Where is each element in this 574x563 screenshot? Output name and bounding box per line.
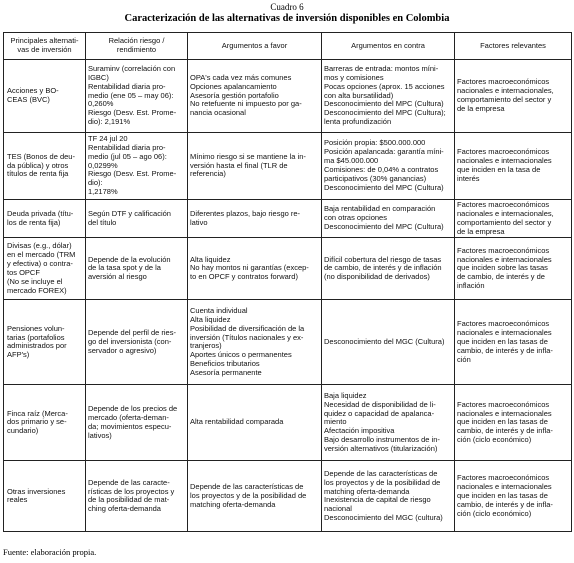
cell-text-line: servador o agresivo)	[88, 345, 157, 355]
cell-alternative	[4, 300, 86, 385]
cell-text-line: Diferentes plazos, bajo riesgo re-	[190, 208, 301, 218]
cell-cons	[322, 200, 455, 238]
cell-text-line: versión alternativos (titularización)	[324, 443, 438, 453]
cell-text-line: 0,0299%	[88, 160, 118, 170]
cell-text-line: quidez o capacidad de apalanca-	[324, 408, 435, 418]
cell-text-line: go del inversionista (con-	[88, 336, 172, 346]
cell-text-line: tranjeros)	[190, 341, 222, 351]
cell-text-line: lenta profundización	[324, 117, 392, 127]
column-header-factors	[455, 33, 572, 60]
cell-text-line: nacionales e internacionales,	[457, 86, 554, 96]
source-note: Fuente: elaboración propia.	[3, 547, 97, 557]
cell-text-line: y efectiva) o contra-	[7, 259, 73, 269]
cell-text-line: participativos (30% ganancias)	[324, 173, 427, 183]
cell-text-line: reales	[7, 495, 28, 505]
cell-text-line: dio): 2,191%	[88, 117, 131, 127]
cell-text-line: lativo	[190, 217, 208, 227]
column-header-cons	[322, 33, 455, 60]
cell-text-line: Beneficios tributarios	[190, 359, 260, 369]
cell-text-line: Según DTF y calificación	[88, 208, 171, 218]
header-text: Principales alternati-	[10, 36, 79, 46]
header-text: Argumentos a favor	[221, 40, 288, 50]
header-text: Argumentos en contra	[351, 40, 425, 50]
cell-text-line: Depende de las caracte-	[88, 477, 170, 487]
cell-text-line: Rentabilidad diaria pro-	[88, 81, 166, 91]
cell-text-line: tarias (portafolios	[7, 332, 65, 342]
header-text: rendimiento	[116, 45, 157, 54]
cell-text-line: administrados por	[7, 341, 67, 351]
cell-text-line: Depende de las características de	[324, 468, 438, 478]
cell-risk-return	[86, 385, 188, 461]
cell-pros	[188, 300, 322, 385]
cell-text-line: Depende de los precios de	[88, 404, 178, 414]
cell-text-line: Baja rentabilidad en comparación	[324, 204, 436, 214]
cell-text-line: aversión al riesgo	[88, 272, 147, 282]
cell-factors	[455, 385, 572, 461]
cell-text-line: Opciones apalancamiento	[190, 81, 277, 91]
header-text: vas de inversión	[17, 45, 72, 54]
column-header-risk-return	[86, 33, 188, 60]
cell-text-line: Barreras de entrada: montos míni-	[324, 64, 439, 74]
cell-text-line: AFP's)	[7, 350, 30, 360]
cell-pros	[188, 200, 322, 238]
cell-text-line: (No se incluye el	[7, 276, 63, 286]
cell-text-line: Deuda privada (títu-	[7, 208, 74, 218]
cell-text-line: de cambio, de interés y de	[457, 272, 545, 282]
cell-text-line: mercado FOREX)	[7, 285, 67, 295]
cell-alternative	[4, 238, 86, 300]
cell-text-line: Factores macroeconómicos	[457, 147, 550, 157]
cell-text-line: Factores macroeconómicos	[457, 200, 550, 209]
cell-text-line: OPA's cada vez más comunes	[190, 72, 292, 82]
cell-text-line: Desconocimiento del MPC (Cultura)	[324, 99, 444, 109]
cell-text-line: No hay montos ni garantías (excep-	[190, 263, 309, 273]
cell-text-line: nancia ocasional	[190, 108, 246, 118]
cell-risk-return	[86, 200, 188, 238]
cell-text-line: Factores macroeconómicos	[457, 399, 550, 409]
cell-text-line: Inexistencia de capital de riesgo	[324, 495, 431, 505]
investment-alternatives-table	[3, 32, 572, 532]
cell-text-line: 1,2178%	[88, 187, 118, 197]
table-row	[4, 133, 572, 200]
cell-text-line: matching oferta-demanda	[324, 486, 410, 496]
header-text: Relación riesgo /	[108, 36, 165, 46]
cell-text-line: cambio, de interés y de infla-	[457, 426, 553, 436]
cell-text-line: Acciones y BO-	[7, 86, 59, 96]
cell-text-line: 0,260%	[88, 99, 114, 109]
cell-text-line: que inciden en las tasas de	[457, 417, 548, 427]
cell-text-line: comportamiento del sector y	[457, 217, 552, 227]
cell-text-line: Depende del perfil de ries-	[88, 328, 176, 338]
cell-cons	[322, 238, 455, 300]
cell-text-line: los proyectos y de la posibilidad de	[190, 490, 307, 500]
cell-text-line: Factores macroeconómicos	[457, 77, 550, 87]
cell-alternative	[4, 200, 86, 238]
header-row	[4, 33, 572, 60]
cell-text-line: Finca raíz (Merca-	[7, 408, 68, 418]
cell-text-line: de la empresa	[457, 226, 505, 236]
cell-text-line: Difícil cobertura del riesgo de tasas	[324, 254, 442, 264]
cell-cons	[322, 60, 455, 133]
cell-text-line: Desconocimiento del MPC (Cultura)	[324, 222, 444, 232]
cell-text-line: comportamiento del sector y	[457, 95, 552, 104]
cell-text-line: nacionales e internacionales	[457, 156, 552, 166]
table-row	[4, 238, 572, 300]
table-caption-title: Caracterización de las alternativas de inversión disponibles en Colombia	[124, 13, 450, 24]
cell-text-line: da; movimientos especu-	[88, 421, 172, 431]
cell-text-line: Desconocimiento del MPC (Cultura)	[324, 182, 444, 192]
column-header-alternative	[4, 33, 86, 60]
cell-cons	[322, 300, 455, 385]
cell-text-line: con alta bursatilidad)	[324, 90, 394, 100]
cell-text-line: Otras inversiones	[7, 486, 66, 496]
cell-text-line: (no disponibilidad de derivados)	[324, 272, 430, 282]
table-row	[4, 385, 572, 461]
cell-text-line: de la tasa spot y de la	[88, 263, 161, 273]
cell-text-line: que inciden en la tasa de	[457, 165, 541, 174]
cell-text-line: Depende de las características de	[190, 482, 304, 492]
cell-text-line: los proyectos y de la posibilidad de	[324, 477, 441, 487]
cell-text-line: nacionales e internacionales	[457, 328, 552, 338]
cell-alternative	[4, 60, 86, 133]
cell-text-line: Rentabilidad diaria pro-	[88, 142, 166, 152]
cell-factors	[455, 461, 572, 532]
cell-text-line: No retefuente ni impuesto por ga-	[190, 99, 302, 109]
cell-risk-return	[86, 300, 188, 385]
cell-text-line: cambio, de interés y de infla-	[457, 499, 553, 509]
cell-text-line: nacionales e internacionales,	[457, 208, 554, 218]
cell-text-line: títulos de renta fija	[7, 169, 69, 179]
cell-text-line: interés	[457, 173, 480, 183]
cell-risk-return	[86, 238, 188, 300]
cell-text-line: que inciden en las tasas de	[457, 336, 548, 346]
cell-risk-return	[86, 133, 188, 200]
cell-text-line: Factores macroeconómicos	[457, 245, 550, 255]
cell-text-line: inflación	[457, 281, 485, 291]
cell-text-line: Baja liquidez	[324, 390, 367, 400]
cell-text-line: nacionales e internacionales	[457, 254, 552, 264]
cell-cons	[322, 461, 455, 532]
cell-text-line: miento	[324, 417, 347, 427]
cell-factors	[455, 238, 572, 300]
cell-text-line: Riesgo (Desv. Est. Prome-	[88, 169, 177, 179]
cell-text-line: dos primario y se-	[7, 417, 67, 427]
cell-text-line: cundario)	[7, 426, 39, 436]
cell-text-line: Factores macroeconómicos	[457, 319, 550, 329]
cell-text-line: Comisiones: de 0,04% a contratos	[324, 165, 439, 174]
cell-cons	[322, 133, 455, 200]
table-row	[4, 461, 572, 532]
cell-text-line: Factores macroeconómicos	[457, 473, 550, 483]
cell-text-line: Desconocimiento del MGC (Cultura)	[324, 336, 445, 346]
table-body	[4, 60, 572, 532]
cell-alternative	[4, 461, 86, 532]
cell-text-line: Posición apalancada: garantía míni-	[324, 147, 444, 157]
cell-pros	[188, 133, 322, 200]
cell-text-line: Posibilidad de diversificación de la	[190, 323, 305, 333]
cell-text-line: nacionales e internacionales	[457, 408, 552, 418]
cell-pros	[188, 238, 322, 300]
cell-risk-return	[86, 461, 188, 532]
cell-alternative	[4, 133, 86, 200]
cell-text-line: dio):	[88, 178, 103, 188]
cell-text-line: medio (ene 05 – may 06):	[88, 90, 174, 100]
cell-text-line: que inciden en las tasas de	[457, 490, 548, 500]
cell-text-line: Mínimo riesgo si se mantiene la in-	[190, 151, 306, 161]
cell-text-line: Pensiones volun-	[7, 323, 65, 333]
cell-text-line: mos y comisiones	[324, 72, 384, 82]
cell-text-line: Desconocimiento del MPC (Cultura);	[324, 108, 446, 118]
cell-text-line: Bajo desarrollo instrumentos de in-	[324, 435, 440, 445]
cell-factors	[455, 200, 572, 238]
cell-text-line: ción (ciclo económico)	[457, 508, 532, 518]
cell-text-line: Divisas (e.g., dólar)	[7, 241, 72, 251]
cell-factors	[455, 300, 572, 385]
cell-text-line: nacionales e internacionales	[457, 482, 552, 492]
cell-alternative	[4, 385, 86, 461]
cell-text-line: TF 24 jul 20	[88, 134, 128, 144]
cell-text-line: de cambio, de interés y de inflación	[324, 263, 442, 273]
cell-pros	[188, 461, 322, 532]
cell-text-line: tos OPCF	[7, 267, 40, 277]
cell-text-line: en el mercado (TRM	[7, 250, 76, 260]
cell-text-line: Alta liquidez	[190, 314, 231, 324]
cell-text-line: ción (ciclo económico)	[457, 435, 532, 445]
cell-text-line: medio (jul 05 – ago 06):	[88, 151, 167, 161]
cell-text-line: versión hasta el final (TLR de	[190, 160, 288, 170]
cell-text-line: cambio, de interés y de infla-	[457, 345, 553, 355]
table-row	[4, 60, 572, 133]
cell-text-line: referencia)	[190, 169, 226, 179]
cell-text-line: ching oferta-demanda	[88, 504, 161, 514]
cell-text-line: rísticas de los proyectos y	[88, 486, 175, 496]
cell-text-line: con otras opciones	[324, 213, 387, 223]
cell-text-line: Afectación impositiva	[324, 426, 395, 436]
cell-text-line: que inciden sobre las tasas	[457, 263, 548, 273]
cell-text-line: mercado (oferta-deman-	[88, 413, 169, 423]
cell-text-line: nacional	[324, 504, 352, 514]
cell-pros	[188, 60, 322, 133]
cell-text-line: Posición propia: $500.000.000	[324, 138, 426, 148]
cell-text-line: ción	[457, 354, 471, 364]
cell-text-line: CEAS (BVC)	[7, 95, 50, 104]
cell-text-line: lativos)	[88, 430, 112, 440]
column-header-pros	[188, 33, 322, 60]
cell-text-line: del título	[88, 217, 117, 227]
cell-text-line: Alta liquidez	[190, 254, 231, 264]
cell-text-line: to en OPCF y contratos forward)	[190, 272, 298, 282]
cell-text-line: Aportes únicos o permanentes	[190, 350, 292, 360]
cell-text-line: de la empresa	[457, 103, 505, 113]
cell-factors	[455, 60, 572, 133]
header-text: Factores relevantes	[480, 40, 546, 50]
cell-text-line: Pocas opciones (aprox. 15 acciones	[324, 81, 445, 91]
cell-text-line: Asesoría gestión portafolio	[190, 90, 279, 100]
cell-text-line: inversión (Títulos nacionales y ex-	[190, 332, 304, 342]
cell-pros	[188, 385, 322, 461]
cell-text-line: de la posibilidad de mat-	[88, 495, 170, 505]
table-row	[4, 300, 572, 385]
table-header	[4, 33, 572, 60]
cell-cons	[322, 385, 455, 461]
cell-text-line: Depende de la evolución	[88, 254, 171, 264]
cell-text-line: Suraminv (correlación con	[88, 64, 176, 74]
cell-text-line: ma $45.000.000	[324, 156, 379, 166]
table-row	[4, 200, 572, 238]
cell-risk-return	[86, 60, 188, 133]
cell-text-line: Cuenta individual	[190, 306, 248, 315]
cell-factors	[455, 133, 572, 200]
cell-text-line: los de renta fija)	[7, 217, 61, 227]
cell-text-line: matching oferta-demanda	[190, 499, 276, 509]
cell-text-line: da pública) y otros	[7, 160, 69, 170]
cell-text-line: TES (Bonos de deu-	[7, 151, 75, 161]
cell-text-line: Riesgo (Desv. Est. Prome-	[88, 108, 177, 118]
cell-text-line: Alta rentabilidad comparada	[190, 417, 284, 427]
cell-text-line: Necesidad de disponibilidad de li-	[324, 399, 436, 409]
cell-text-line: Desconocimiento del MGC (cultura)	[324, 513, 443, 523]
cell-text-line: IGBC)	[88, 72, 109, 82]
cell-text-line: Asesoría permanente	[190, 367, 262, 377]
table-caption-label: Cuadro 6	[270, 2, 304, 12]
